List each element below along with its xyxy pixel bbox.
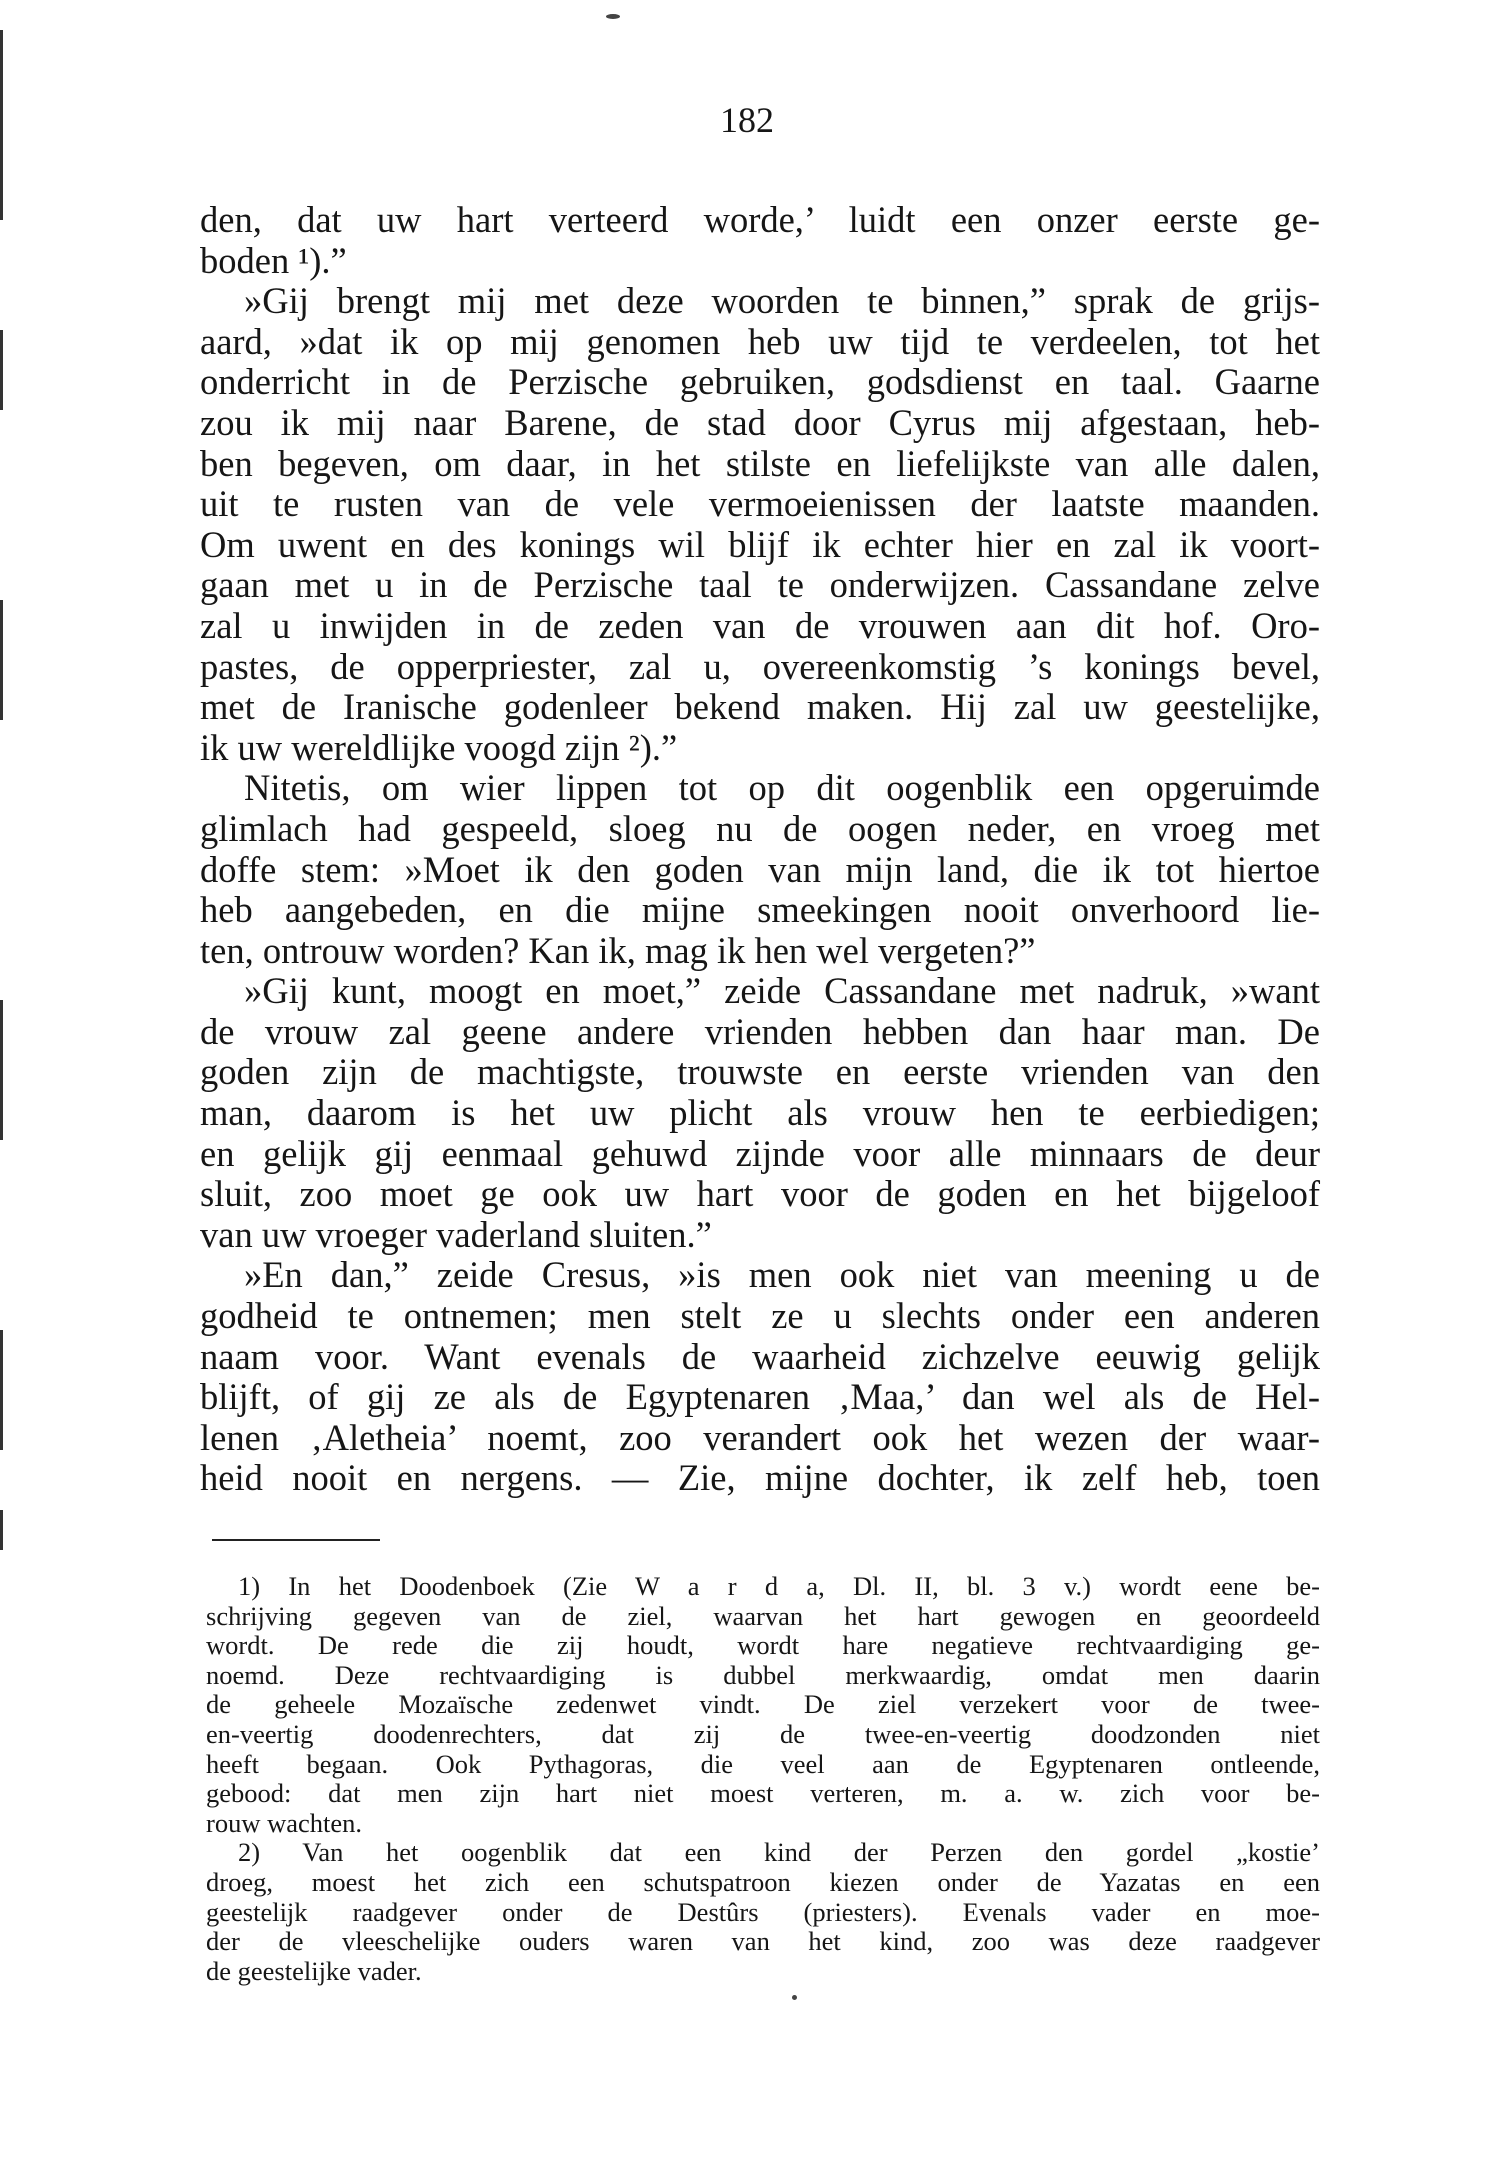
text-line: zou ik mij naar Barene, de stad door Cyrus mij afgestaan, heb- [200, 401, 1320, 443]
scan-speck [606, 14, 620, 19]
text-line: naam voor. Want evenals de waarheid zichzelve eeuwig gelijk [200, 1335, 1320, 1377]
text-line: gaan met u in de Perzische taal te onderwijzen. Cassandane zelve [200, 564, 1320, 606]
text-line: met de Iranische godenleer bekend maken. Hij zal uw geestelijke, [200, 686, 1320, 728]
text-line: Nitetis, om wier lippen tot op dit oogenblik een opgeruimde [244, 767, 1320, 809]
text-line: sluit, zoo moet ge ook uw hart voor de goden en het bijgeloof [200, 1173, 1320, 1215]
footnote-line: en-veertig doodenrechters, dat zij de twee-en-veertig doodzonden niet [206, 1718, 1320, 1749]
footnote-line: de geheele Mozaïsche zedenwet vindt. De ziel verzekert voor de twee- [206, 1689, 1320, 1720]
footnote-line: 2) Van het oogenblik dat een kind der Perzen den gordel „kostie’ [238, 1837, 1320, 1868]
scan-edge-mark [0, 1330, 3, 1450]
text-line: »Gij brengt mij met deze woorden te binnen,” sprak de grijs- [244, 280, 1320, 322]
footnote-line: rouw wachten. [206, 1807, 362, 1838]
text-line: en gelijk gij eenmaal gehuwd zijnde voor alle minnaars de deur [200, 1132, 1320, 1174]
text-line: van uw vroeger vaderland sluiten.” [200, 1213, 712, 1255]
text-line: heid nooit en nergens. — Zie, mijne dochter, ik zelf heb, toen [200, 1457, 1320, 1499]
footnote-line: gebood: dat men zijn hart niet moest verteren, m. a. w. zich voor be- [206, 1778, 1320, 1809]
text-line: ik uw wereldlijke voogd zijn ²).” [200, 726, 678, 768]
body-text [200, 200, 1320, 1499]
text-line: boden ¹).” [200, 239, 347, 281]
text-line: ben begeven, om daar, in het stilste en liefelijkste van alle dalen, [200, 442, 1320, 484]
text-line: uit te rusten van de vele vermoeienissen der laatste maanden. [200, 483, 1320, 525]
footnote-separator [212, 1539, 380, 1541]
footnote-line: droeg, moest het zich een schutspatroon kiezen onder de Yazatas en een [206, 1866, 1320, 1897]
footnote-line: heeft begaan. Ook Pythagoras, die veel aan de Egyptenaren ontleende, [206, 1748, 1320, 1779]
text-line: onderricht in de Perzische gebruiken, godsdienst en taal. Gaarne [200, 361, 1320, 403]
text-line: glimlach had gespeeld, sloeg nu de oogen neder, en vroeg met [200, 807, 1320, 849]
text-line: man, daarom is het uw plicht als vrouw hen te eerbiedigen; [200, 1092, 1320, 1134]
footnote-line: de geestelijke vader. [206, 1955, 422, 1986]
text-line: zal u inwijden in de zeden van de vrouwen aan dit hof. Oro- [200, 604, 1320, 646]
scan-edge-mark [0, 1000, 3, 1140]
text-line: goden zijn de machtigste, trouwste en eerste vrienden van den [200, 1051, 1320, 1093]
scan-edge-mark [0, 600, 3, 720]
text-line: heb aangebeden, en die mijne smeekingen nooit onverhoord lie- [200, 889, 1320, 931]
footnote-line: 1) In het Doodenboek (Zie W a r d a, Dl. II, bl. 3 v.) wordt eene be- [238, 1571, 1320, 1601]
text-line: »Gij kunt, moogt en moet,” zeide Cassandane met nadruk, »want [244, 970, 1320, 1012]
text-line: godheid te ontnemen; men stelt ze u slechts onder een anderen [200, 1295, 1320, 1337]
text-line: blijft, of gij ze als de Egyptenaren ‚Maa,’ dan wel als de Hel- [200, 1376, 1320, 1418]
footnotes [206, 1572, 1320, 1986]
text-line: den, dat uw hart verteerd worde,’ luidt een onzer eerste ge- [200, 199, 1320, 240]
footnote-line: schrijving gegeven van de ziel, waarvan het hart gewogen en geoordeeld [206, 1600, 1320, 1631]
footnote-line: der de vleeschelijke ouders waren van het kind, zoo was deze raadgever [206, 1926, 1320, 1957]
text-line: lenen ‚Aletheia’ noemt, zoo verandert ook het wezen der waar- [200, 1416, 1320, 1458]
text-line: Om uwent en des konings wil blijf ik echter hier en zal ik voort- [200, 523, 1320, 565]
scan-edge-mark [0, 330, 3, 410]
text-line: aard, »dat ik op mij genomen heb uw tijd te verdeelen, tot het [200, 320, 1320, 362]
scan-speck [792, 1995, 797, 2000]
text-line: doffe stem: »Moet ik den goden van mijn land, die ik tot hiertoe [200, 848, 1320, 890]
text-line: ten, ontrouw worden? Kan ik, mag ik hen wel vergeten?” [200, 929, 1036, 971]
footnote-line: wordt. De rede die zij houdt, wordt hare negatieve rechtvaardiging ge- [206, 1630, 1320, 1661]
footnote-line: noemd. Deze rechtvaardiging is dubbel merkwaardig, omdat men daarin [206, 1659, 1320, 1690]
footnote-line: geestelijk raadgever onder de Destûrs (priesters). Evenals vader en moe- [206, 1896, 1320, 1927]
text-line: de vrouw zal geene andere vrienden hebben dan haar man. De [200, 1010, 1320, 1052]
text-line: pastes, de opperpriester, zal u, overeenkomstig ’s konings bevel, [200, 645, 1320, 687]
text-line: »En dan,” zeide Cresus, »is men ook niet van meening u de [244, 1254, 1320, 1296]
scan-edge-mark [0, 1510, 3, 1550]
page-number: 182 [720, 100, 774, 140]
